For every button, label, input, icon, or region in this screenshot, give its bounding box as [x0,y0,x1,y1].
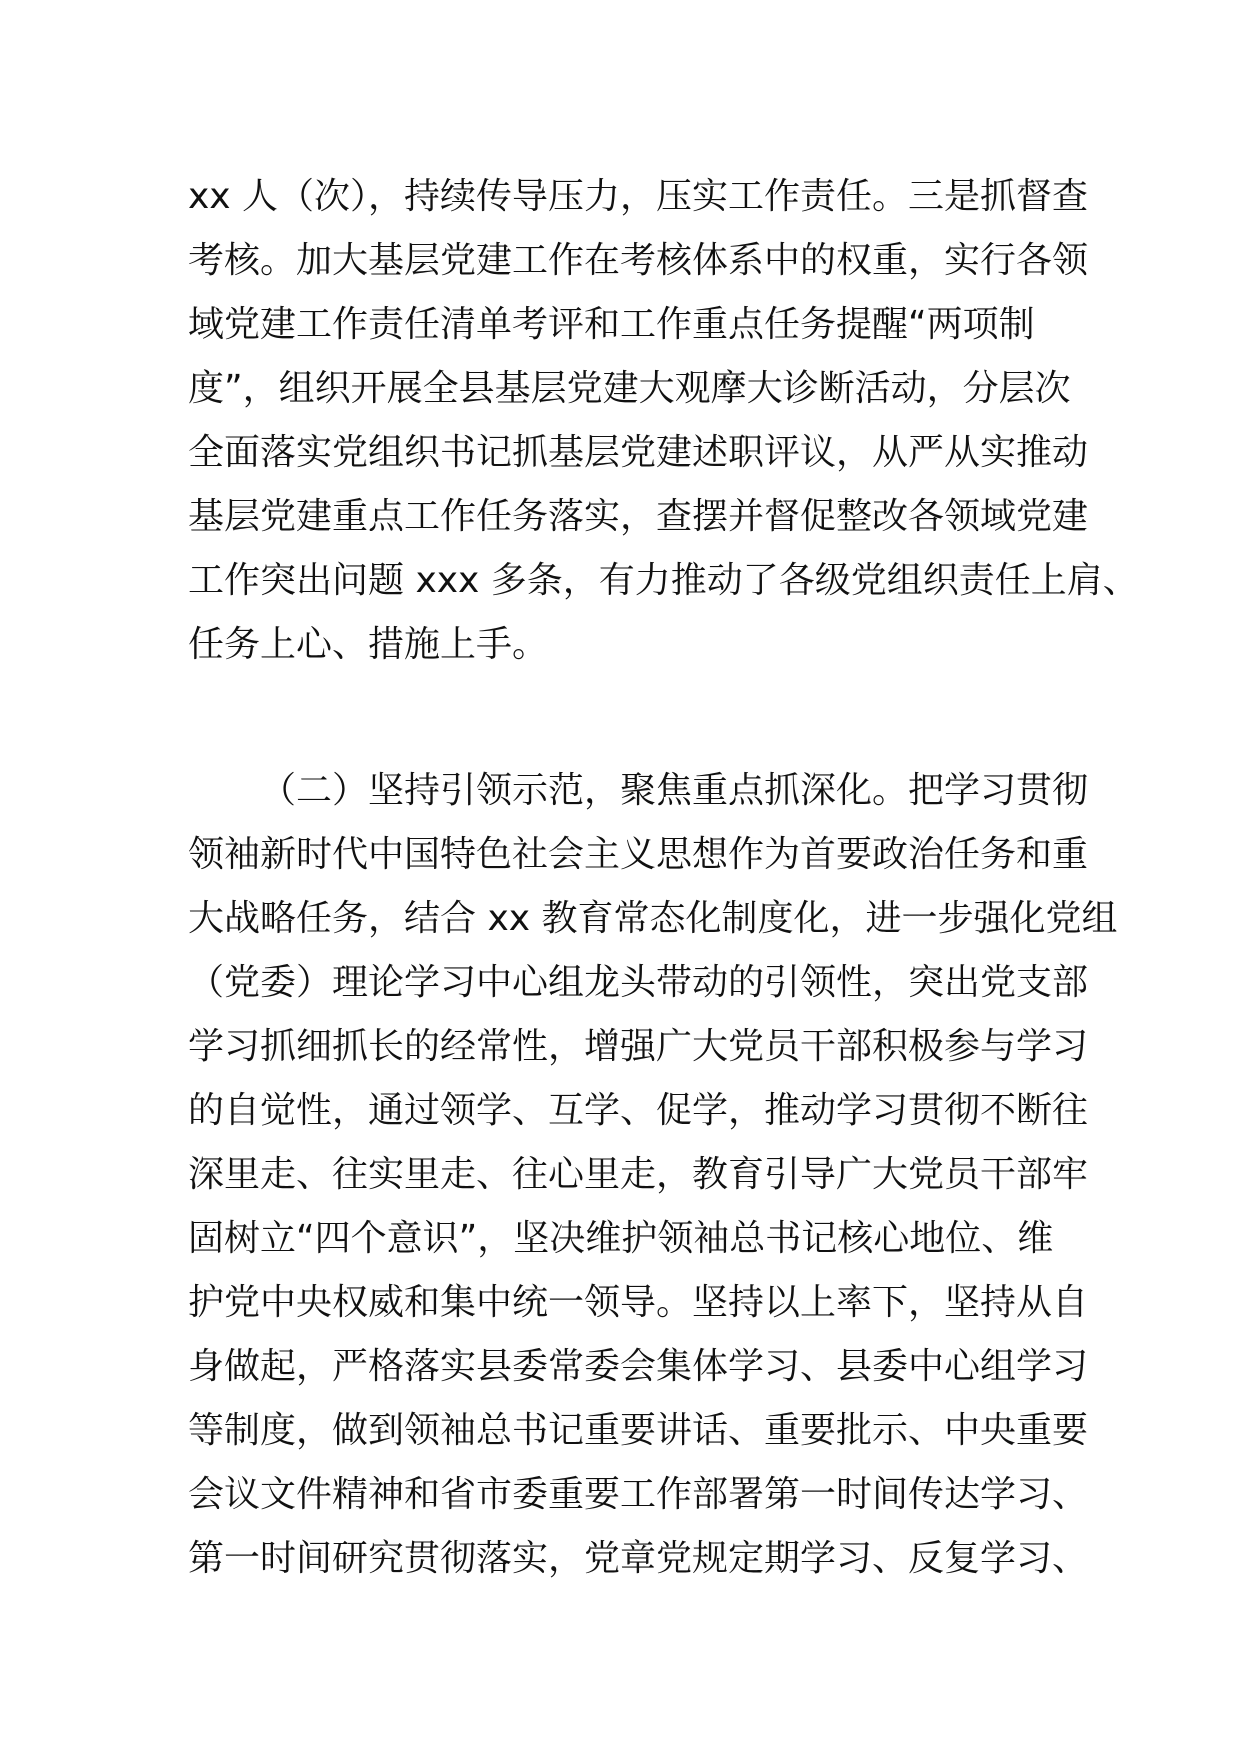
paragraph-line: 度”，组织开展全县基层党建大观摩大诊断活动，分层次 [188,368,1071,409]
paragraph-2 [188,759,1118,1591]
section-heading-line: （二）坚持引领示范，聚焦重点抓深化。把学习贯彻 [260,770,1089,811]
paragraph-line: 工作突出问题 xxx 多条，有力推动了各级党组织责任上肩、 [188,560,1139,601]
paragraph-line: 考核。加大基层党建工作在考核体系中的权重，实行各领 [188,240,1089,281]
paragraph-line: xx 人（次），持续传导压力，压实工作责任。三是抓督查 [188,176,1089,217]
paragraph-line: （党委）理论学习中心组龙头带动的引领性，突出党支部 [188,962,1089,1003]
paragraph-line: 第一时间研究贯彻落实，党章党规定期学习、反复学习、 [188,1538,1089,1579]
paragraph-line: 学习抓细抓长的经常性，增强广大党员干部积极参与学习 [188,1026,1089,1067]
paragraph-line: 任务上心、措施上手。 [188,624,549,665]
paragraph-line: 领袖新时代中国特色社会主义思想作为首要政治任务和重 [188,834,1089,875]
paragraph-line: 身做起，严格落实县委常委会集体学习、县委中心组学习 [188,1346,1089,1387]
paragraph-line: 深里走、往实里走、往心里走，教育引导广大党员干部牢 [188,1154,1089,1195]
paragraph-line: 大战略任务，结合 xx 教育常态化制度化，进一步强化党组 [188,898,1118,939]
paragraph-line: 等制度，做到领袖总书记重要讲话、重要批示、中央重要 [188,1410,1089,1451]
paragraph-line: 会议文件精神和省市委重要工作部署第一时间传达学习、 [188,1474,1089,1515]
paragraph-line: 基层党建重点工作任务落实，查摆并督促整改各领域党建 [188,496,1089,537]
paragraph-line: 的自觉性，通过领学、互学、促学，推动学习贯彻不断往 [188,1090,1089,1131]
paragraph-line: 护党中央权威和集中统一领导。坚持以上率下，坚持从自 [188,1282,1089,1323]
paragraph-line: 全面落实党组织书记抓基层党建述职评议，从严从实推动 [188,432,1089,473]
paragraph-1 [188,165,1139,677]
paragraph-line: 域党建工作责任清单考评和工作重点任务提醒“两项制 [188,304,1035,345]
paragraph-line: 固树立“四个意识”，坚决维护领袖总书记核心地位、维 [188,1218,1054,1259]
